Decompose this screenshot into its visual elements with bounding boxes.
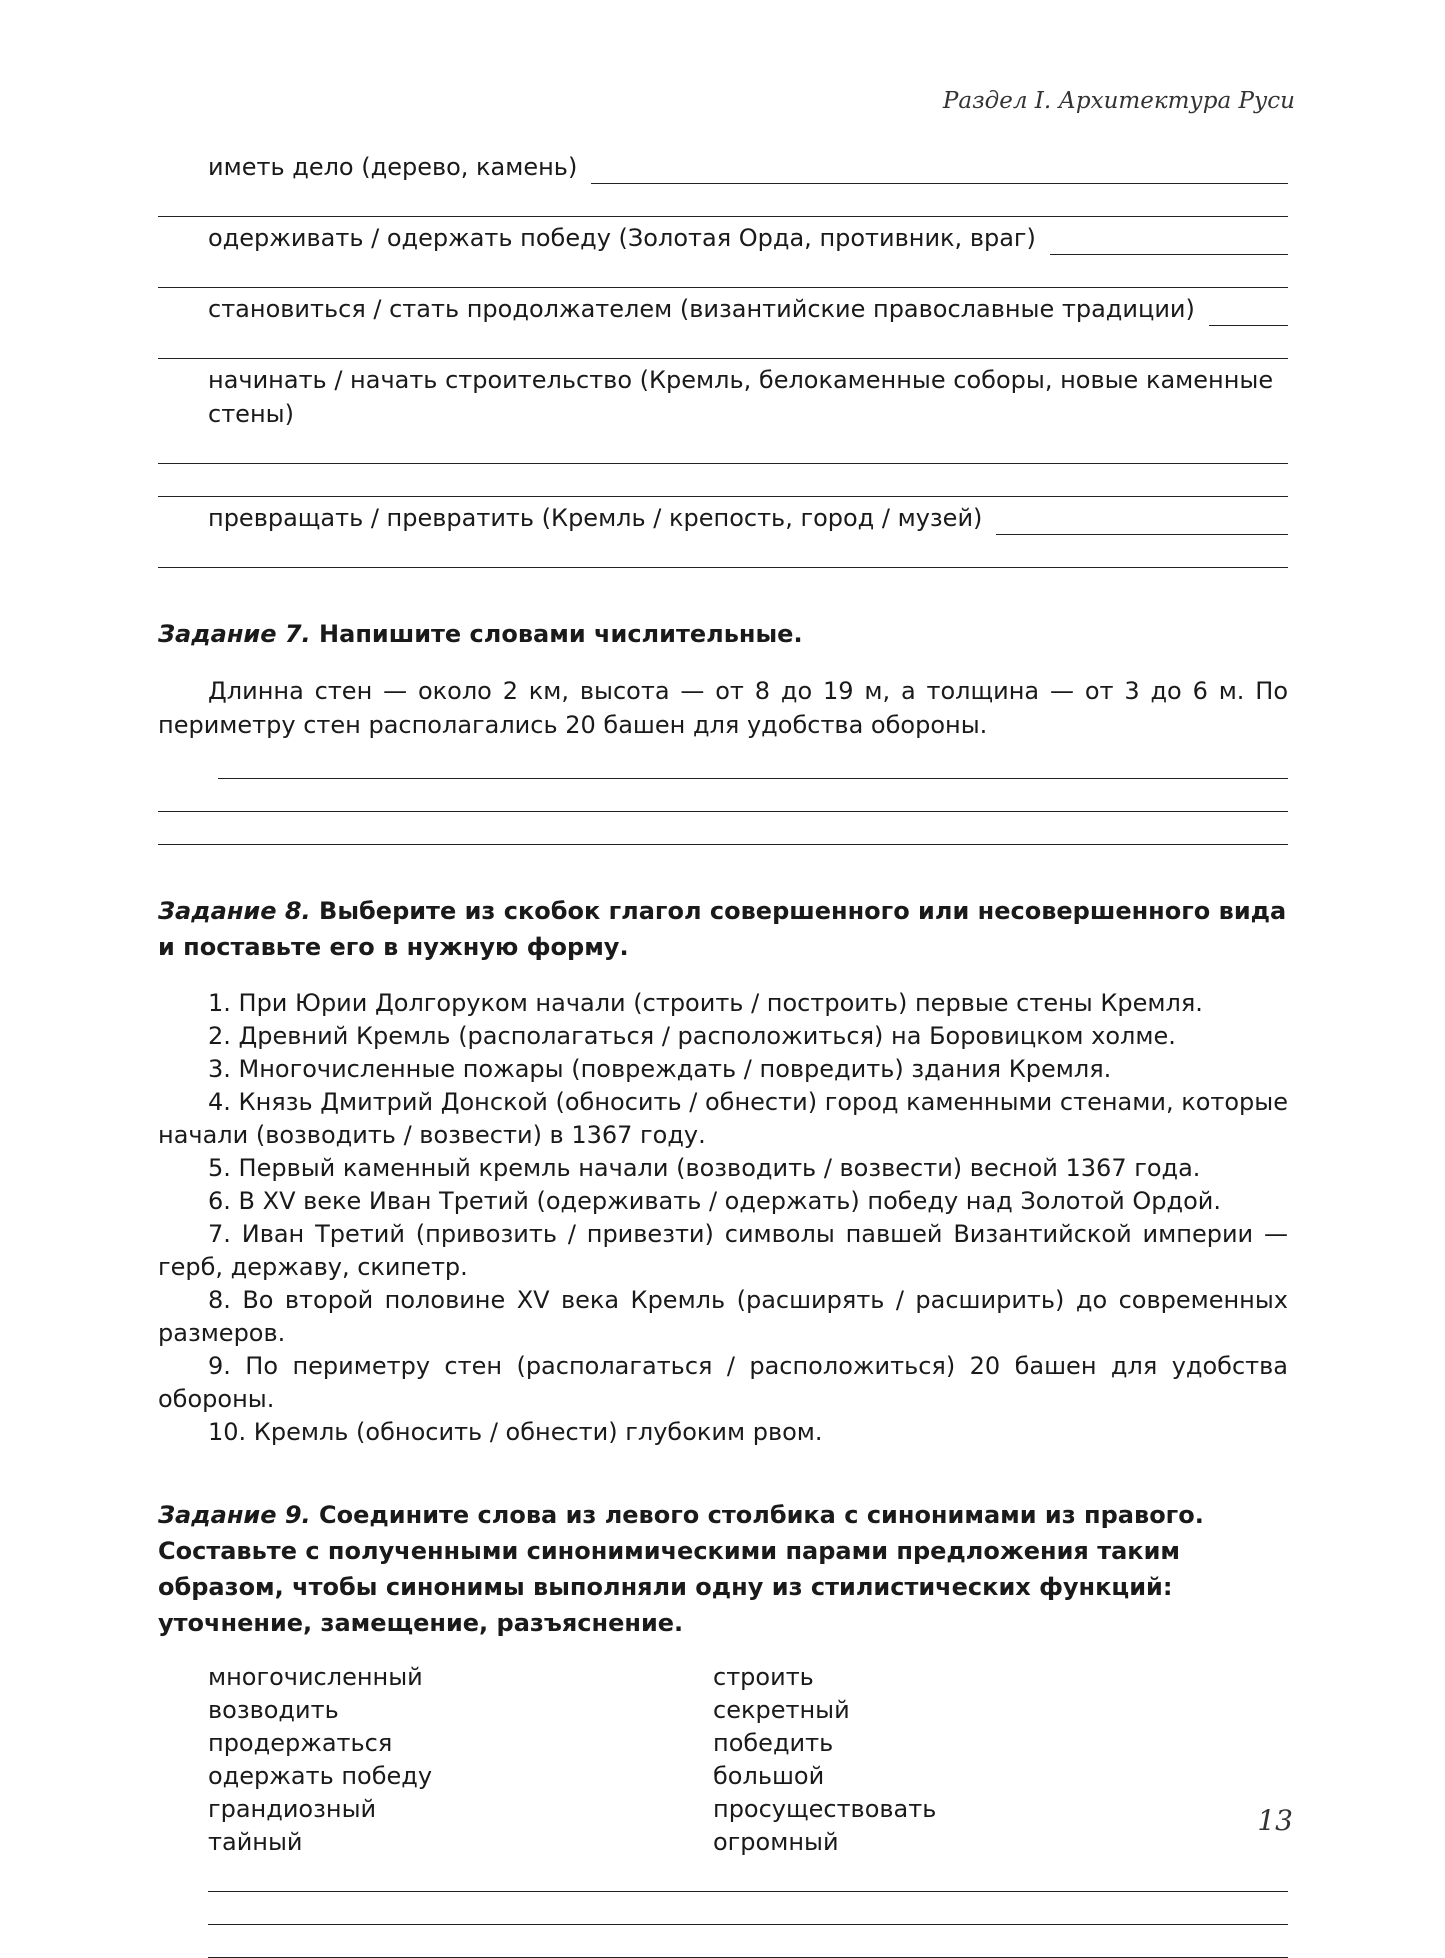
running-header: Раздел I. Архитектура Руси <box>942 88 1295 114</box>
task9-label: Задание 9. <box>158 1501 311 1529</box>
phrase-text: одерживать / одержать победу (Золотая Орда, противник, враг) <box>208 224 1036 252</box>
left-word: многочисленный <box>208 1663 423 1691</box>
left-word: продержаться <box>208 1729 393 1757</box>
phrase-text: начинать / начать строительство (Кремль, белокаменные соборы, новые каменные стены) <box>208 366 1274 428</box>
list-item: 9. По периметру стен (располагаться / расположиться) 20 башен для удобства обороны. <box>158 1352 1288 1413</box>
list-item: 6. В XV веке Иван Третий (одерживать / одержать) победу над Золотой Ордой. <box>208 1187 1222 1215</box>
page-content <box>158 150 1288 1958</box>
task8-heading <box>158 893 1288 965</box>
answer-line[interactable] <box>208 1892 1288 1925</box>
task8-instruction: Выберите из скобок глагол совершенного или несовершенного вида и поставьте его в нужную форму. <box>158 897 1287 961</box>
task9-instruction: Соедините слова из левого столбика с синонимами из правого. Составьте с полученными синонимическими парами предложения таким образом, чтобы синонимы выполняли одну из стилистических функций: уточнение, замещение, разъяснение. <box>158 1501 1204 1637</box>
phrase-line <box>158 292 1288 326</box>
list-item: 4. Князь Дмитрий Донской (обносить / обнести) город каменными стенами, которые начали (возводить / возвести) в 1367 году. <box>158 1088 1288 1149</box>
left-word: тайный <box>208 1828 303 1856</box>
list-item: 10. Кремль (обносить / обнести) глубоким рвом. <box>208 1418 823 1446</box>
right-word: огромный <box>713 1828 839 1856</box>
task8-label: Задание 8. <box>158 897 311 925</box>
list-item: 2. Древний Кремль (располагаться / расположиться) на Боровицком холме. <box>208 1022 1176 1050</box>
answer-line[interactable] <box>158 464 1288 497</box>
answer-line[interactable] <box>158 431 1288 464</box>
synonym-columns <box>158 1661 1288 1859</box>
answer-line[interactable] <box>208 1859 1288 1892</box>
phrase-line <box>158 501 1288 535</box>
right-word: победить <box>713 1729 834 1757</box>
answer-line[interactable] <box>218 746 1288 779</box>
list-item: 3. Многочисленные пожары (повреждать / повредить) здания Кремля. <box>208 1055 1112 1083</box>
answer-line[interactable] <box>158 812 1288 845</box>
phrase-line <box>158 221 1288 255</box>
phrase-line <box>158 363 1288 431</box>
task8-list <box>158 987 1288 1449</box>
answer-line[interactable] <box>208 1925 1288 1958</box>
phrase-line <box>158 150 1288 184</box>
answer-blank[interactable] <box>996 510 1288 535</box>
task7-label: Задание 7. <box>158 620 311 648</box>
list-item: 1. При Юрии Долгоруком начали (строить / построить) первые стены Кремля. <box>208 989 1203 1017</box>
left-word: одержать победу <box>208 1762 433 1790</box>
answer-line[interactable] <box>158 779 1288 812</box>
right-word: строить <box>713 1663 814 1691</box>
answer-blank[interactable] <box>1209 301 1288 326</box>
page-number: 13 <box>1257 1804 1293 1837</box>
answer-line[interactable] <box>158 184 1288 217</box>
task7-text: Длинна стен — около 2 км, высота — от 8 до 19 м, а толщина — от 3 до 6 м. По периметру стен располагались 20 башен для удобства обороны. <box>158 677 1288 739</box>
phrase-text: становиться / стать продолжателем (византийские православные традиции) <box>208 295 1195 323</box>
right-word: секретный <box>713 1696 850 1724</box>
list-item: 7. Иван Третий (привозить / привезти) символы павшей Византийской империи — герб, державу, скипетр. <box>158 1220 1288 1281</box>
answer-blank[interactable] <box>591 159 1288 184</box>
right-word: просуществовать <box>713 1795 937 1823</box>
phrase-text: превращать / превратить (Кремль / крепость, город / музей) <box>208 504 983 532</box>
list-item: 5. Первый каменный кремль начали (возводить / возвести) весной 1367 года. <box>208 1154 1201 1182</box>
right-word: большой <box>713 1762 825 1790</box>
answer-blank[interactable] <box>1050 230 1288 255</box>
list-item: 8. Во второй половине XV века Кремль (расширять / расширить) до современных размеров. <box>158 1286 1288 1347</box>
answer-line[interactable] <box>158 535 1288 568</box>
answer-line[interactable] <box>158 255 1288 288</box>
answer-line[interactable] <box>158 326 1288 359</box>
task9-heading <box>158 1497 1288 1641</box>
phrase-text: иметь дело (дерево, камень) <box>208 153 578 181</box>
task7-instruction: Напишите словами числительные. <box>319 620 803 648</box>
left-word: возводить <box>208 1696 339 1724</box>
left-word: грандиозный <box>208 1795 377 1823</box>
task7-heading <box>158 616 1288 652</box>
